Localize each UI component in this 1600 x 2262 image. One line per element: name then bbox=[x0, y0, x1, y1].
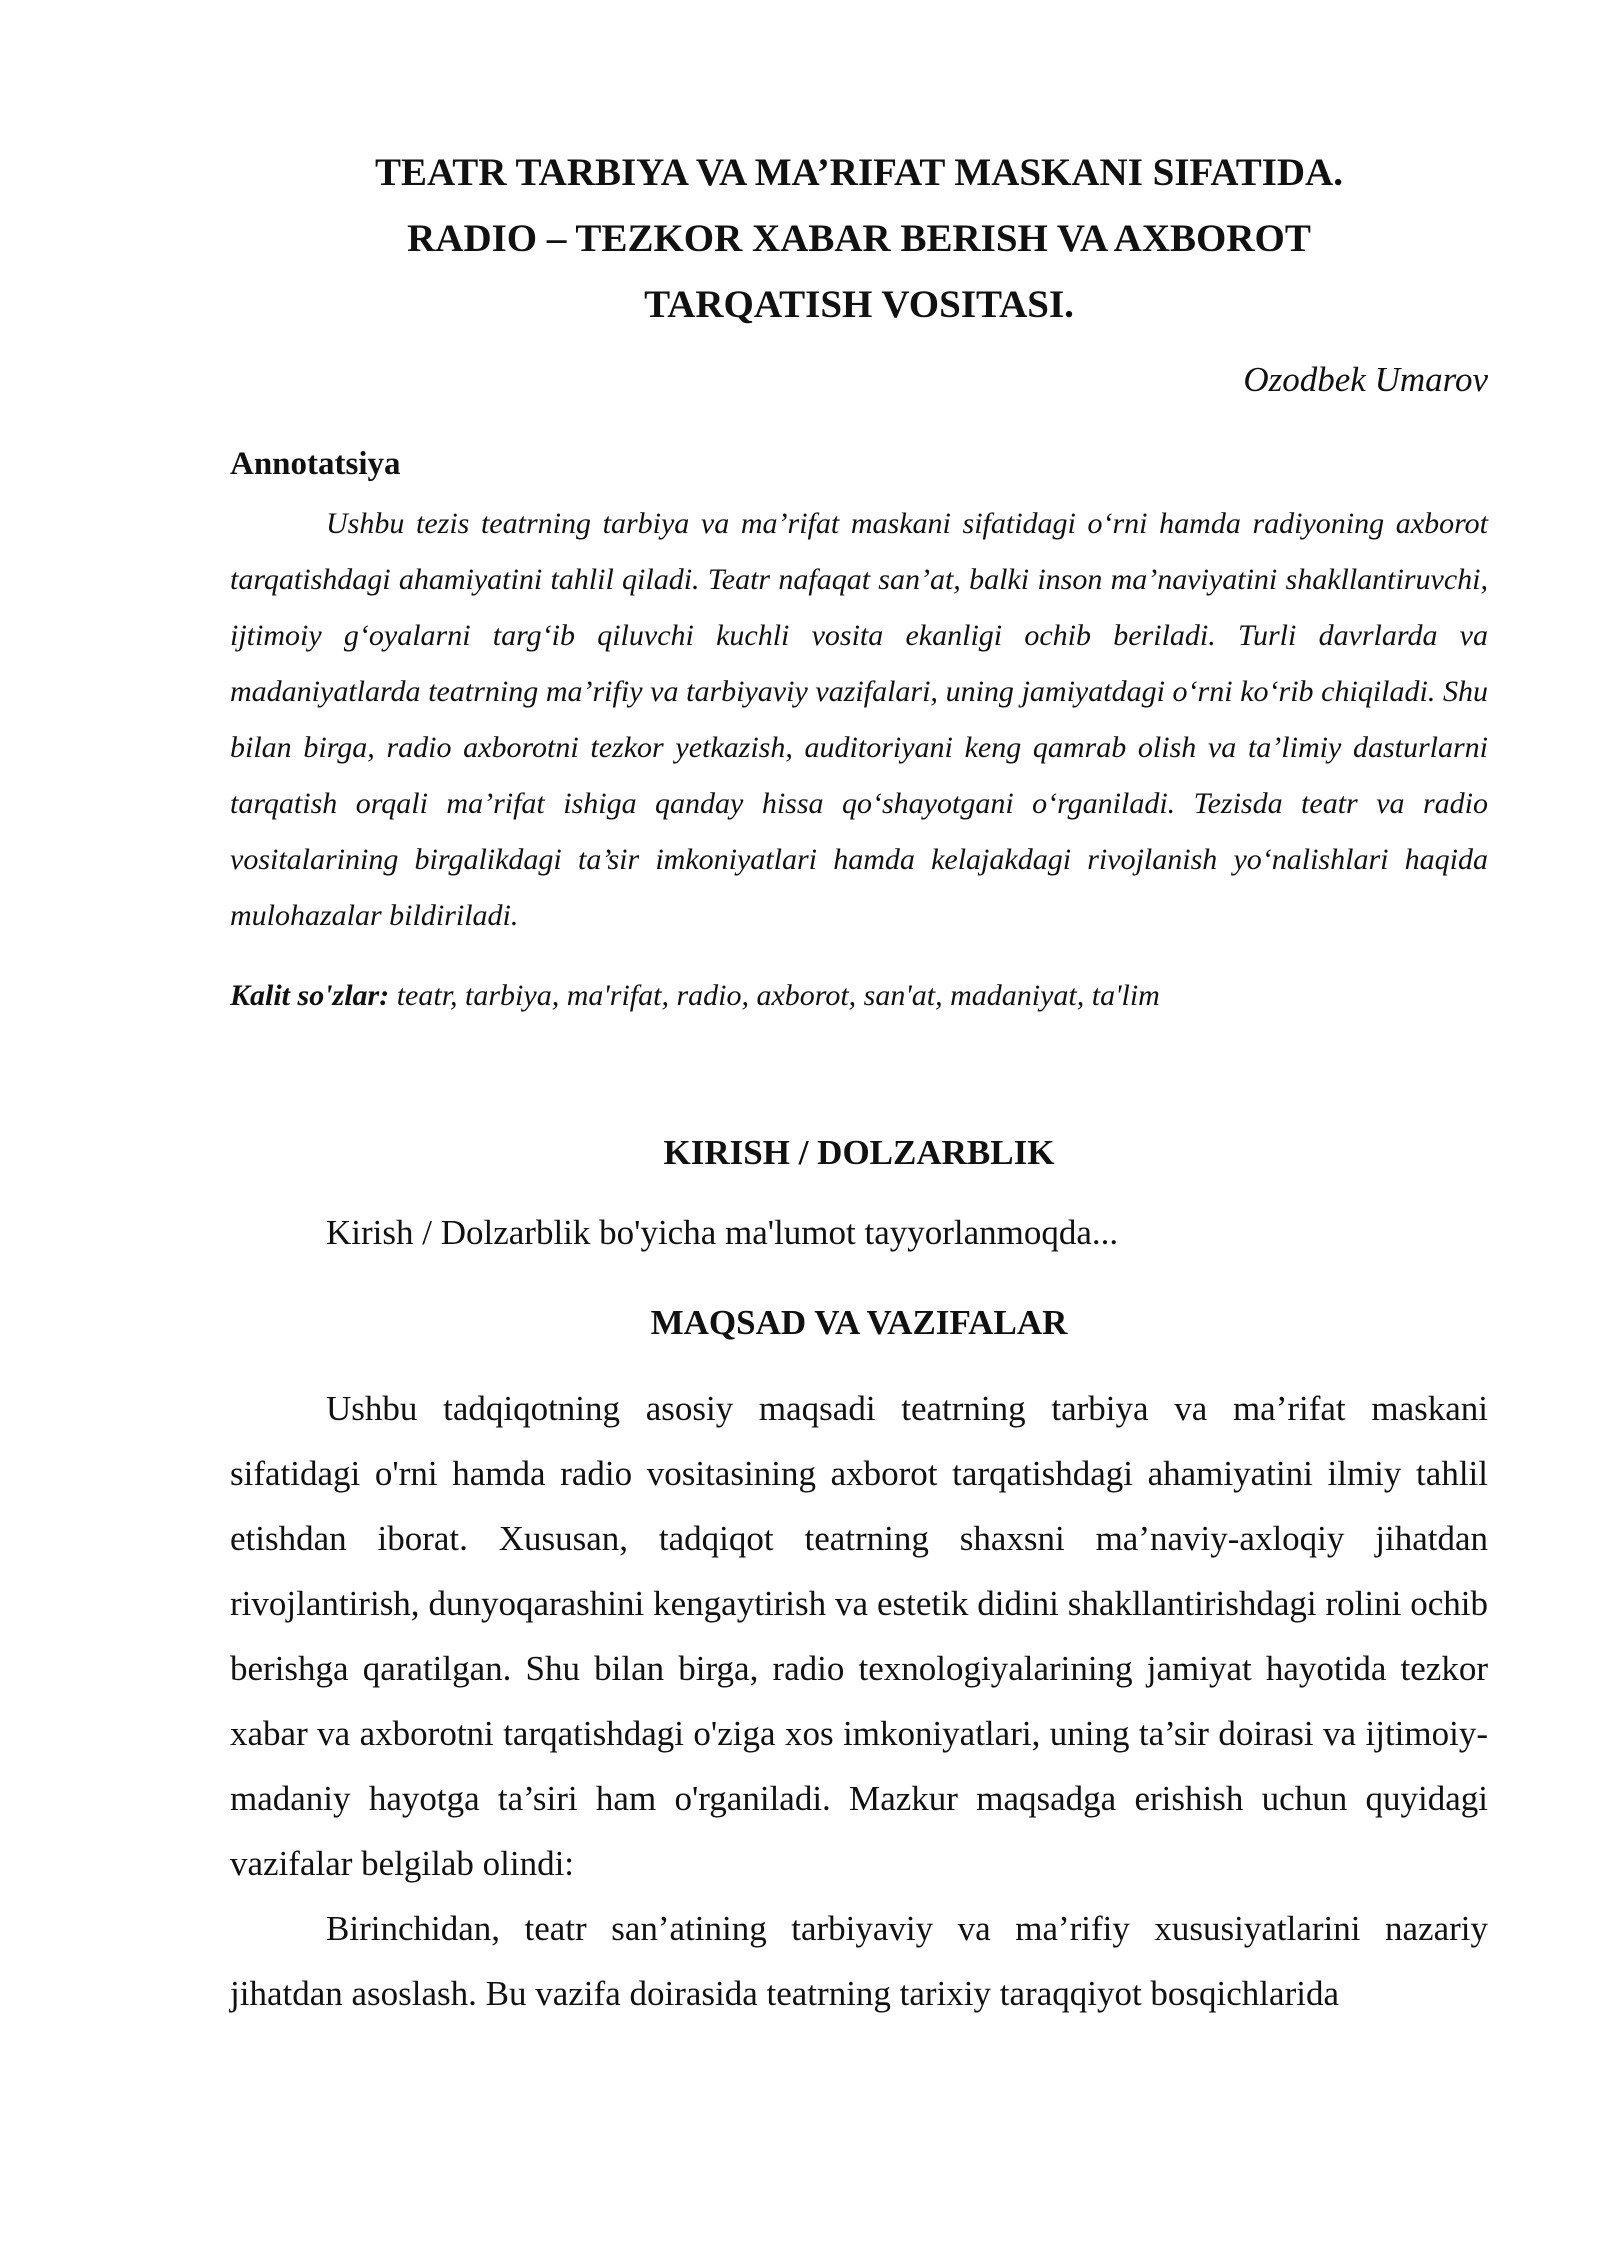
annotation-text: Ushbu tezis teatrning tarbiya va ma’rifat maskani sifatidagi o‘rni hamda radiyoning axborot tarqatishdagi ahamiyatini tahlil qiladi. Teatr nafaqat san’at, balki inson ma’naviyatini shakllantiruvchi, ijtimoiy g‘oyalarni targ‘ib qiluvchi kuchli vosita ekanligi ochib beriladi. Turli davrlarda va madaniyatlarda teatrning ma’rifiy va tarbiyaviy vazifalari, uning jamiyatdagi o‘rni ko‘rib chiqiladi. Shu bilan birga, radio axborotni tezkor yetkazish, auditoriyani keng qamrab olish va ta’limiy dasturlarni tarqatish orqali ma’rifat ishiga qanday hissa qo‘shayotgani o‘rganiladi. Tezisda teatr va radio vositalarining birgalikdagi ta’sir imkoniyatlari hamda kelajakdagi rivojlanish yo‘nalishlari haqida mulohazalar bildiriladi. bbox=[230, 507, 1488, 932]
title-line-1: TEATR TARBIYA VA MA’RIFAT MASKANI SIFATIDA. bbox=[375, 151, 1343, 194]
title-line-2: RADIO – TEZKOR XABAR BERISH VA AXBOROT bbox=[407, 217, 1311, 260]
keywords-label: Kalit so'zlar: bbox=[230, 979, 390, 1012]
goals-paragraph-2: Birinchidan, teatr san’atining tarbiyaviy va ma’rifiy xususiyatlarini nazariy jihatdan asoslash. Bu vazifa doirasida teatrning tarixiy taraqqiyot bosqichlarida bbox=[230, 1909, 1488, 2013]
section-heading-intro: KIRISH / DOLZARBLIK bbox=[663, 1133, 1055, 1172]
title-line-3: TARQATISH VOSITASI. bbox=[644, 283, 1074, 326]
intro-paragraph: Kirish / Dolzarblik bo'yicha ma'lumot tayyorlanmoqda... bbox=[326, 1213, 1119, 1252]
document-page bbox=[230, 140, 1488, 2026]
section-heading-goals: MAQSAD VA VAZIFALAR bbox=[650, 1303, 1068, 1342]
annotation-heading: Annotatsiya bbox=[230, 446, 401, 482]
keywords-values: teatr, tarbiya, ma'rifat, radio, axborot, san'at, madaniyat, ta'lim bbox=[396, 979, 1160, 1012]
author-name: Ozodbek Umarov bbox=[1243, 360, 1488, 399]
document-title bbox=[230, 140, 1488, 338]
keywords-line bbox=[230, 974, 1488, 1018]
goals-paragraph-1: Ushbu tadqiqotning asosiy maqsadi teatrning tarbiya va ma’rifat maskani sifatidagi o'rni hamda radio vositasining axborot tarqatishdagi ahamiyatini ilmiy tahlil etishdan iborat. Xususan, tadqiqot teatrning shaxsni ma’naviy-axloqiy jihatdan rivojlantirish, dunyoqarashini kengaytirish va estetik didini shakllantirishdagi rolini ochib berishga qaratilgan. Shu bilan birga, radio texnologiyalarining jamiyat hayotida tezkor xabar va axborotni tarqatishdagi o'ziga xos imkoniyatlari, uning ta’sir doirasi va ijtimoiy-madaniy hayotga ta’siri ham o'rganiladi. Mazkur maqsadga erishish uchun quyidagi vazifalar belgilab olindi: bbox=[230, 1389, 1488, 1883]
